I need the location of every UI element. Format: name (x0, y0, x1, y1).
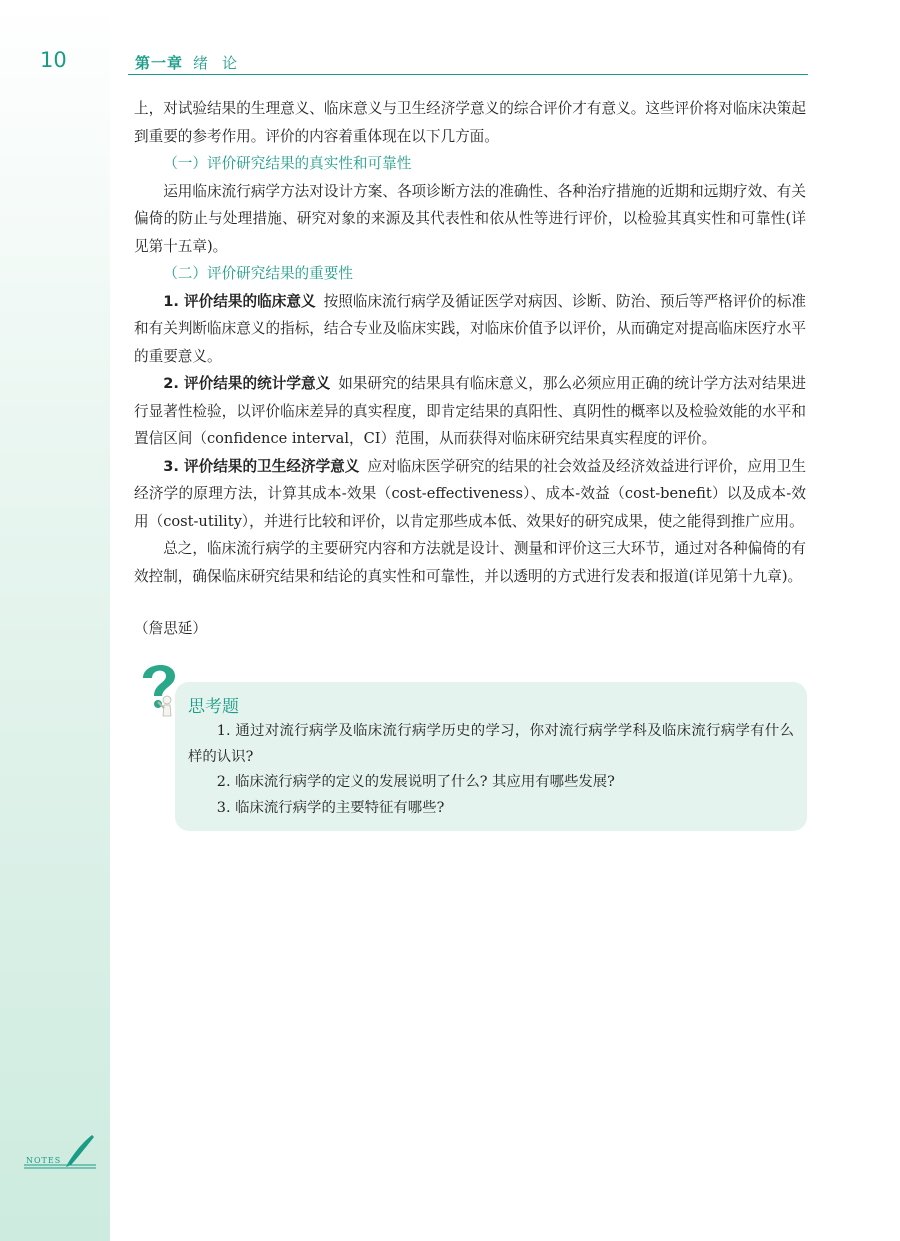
item-statistical-lead: 2. 评价结果的统计学意义 (163, 375, 331, 392)
questions-title: 思考题 (188, 697, 239, 717)
questions-list (188, 719, 794, 821)
left-sidebar-band (0, 0, 110, 1241)
notes-label: NOTES (26, 1156, 62, 1165)
paragraph-intro: 上，对试验结果的生理意义、临床意义与卫生经济学意义的综合评价才有意义。这些评价将对临床决策起到重要的参考作用。评价的内容着重体现在以下几方面。 (134, 100, 806, 145)
item-statistical-text: 如果研究的结果具有临床意义，那么必须应用正确的统计学方法对结果进行显著性检验，以评价临床差异的真实程度，即肯定结果的真阳性、真阴性的概率以及检验效能的水平和置信区间（confidence interval，CI）范围，从而获得对临床研究结果真实程度的评价。 (134, 375, 806, 447)
chapter-label: 第一章 (135, 54, 184, 72)
paragraph-validity: 运用临床流行病学方法对设计方案、各项诊断方法的准确性、各种治疗措施的近期和远期疗效、有关偏倚的防止与处理措施、研究对象的来源及其代表性和依从性等进行评价，以检验其真实性和可靠性(详见第十五章)。 (134, 182, 806, 255)
item-clinical-lead: 1. 评价结果的临床意义 (163, 292, 316, 310)
item-economic-text: 应对临床医学研究的结果的社会效益及经济效益进行评价，应用卫生经济学的原理方法，计算其成本-效果（cost-effectiveness）、成本-效益（cost-benefit）以及成本-效用（cost-utility），并进行比较和评价，以肯定那些成本低、效果好的研究成果，使之能得到推广应用。 (134, 457, 806, 530)
paragraph-summary: 总之，临床流行病学的主要研究内容和方法就是设计、测量和评价这三大环节，通过对各种偏倚的有效控制，确保临床研究结果和结论的真实性和可靠性，并以透明的方式进行发表和报道(详见第十九章)。 (134, 540, 806, 585)
main-content (134, 95, 806, 643)
chapter-name: 绪论 (193, 54, 252, 72)
question-item: 2. 临床流行病学的定义的发展说明了什么? 其应用有哪些发展? (216, 774, 615, 790)
item-economic-lead: 3. 评价结果的卫生经济学意义 (163, 457, 360, 475)
question-item: 1. 通过对流行病学及临床流行病学历史的学习，你对流行病学学科及临床流行病学有什么样的认识? (188, 723, 794, 765)
section-heading-1: （一）评价研究结果的真实性和可靠性 (163, 155, 412, 172)
author-signature: （詹思延） (134, 620, 207, 637)
item-statistical (134, 370, 806, 453)
chapter-heading (135, 52, 251, 73)
question-item: 3. 临床流行病学的主要特征有哪些? (216, 799, 445, 816)
item-economic (134, 453, 806, 536)
question-figure-icon (133, 656, 185, 720)
page-number: 10 (40, 48, 67, 72)
item-clinical-text: 按照临床流行病学及循证医学对病因、诊断、防治、预后等严格评价的标准和有关判断临床意义的指标，结合专业及临床实践，对临床价值予以评价，从而确定对提高临床医疗水平的重要意义。 (134, 292, 806, 365)
item-clinical (134, 288, 806, 371)
header-rule (128, 74, 808, 75)
section-heading-2: （二）评价研究结果的重要性 (163, 265, 353, 282)
notes-pen-icon (24, 1131, 104, 1175)
